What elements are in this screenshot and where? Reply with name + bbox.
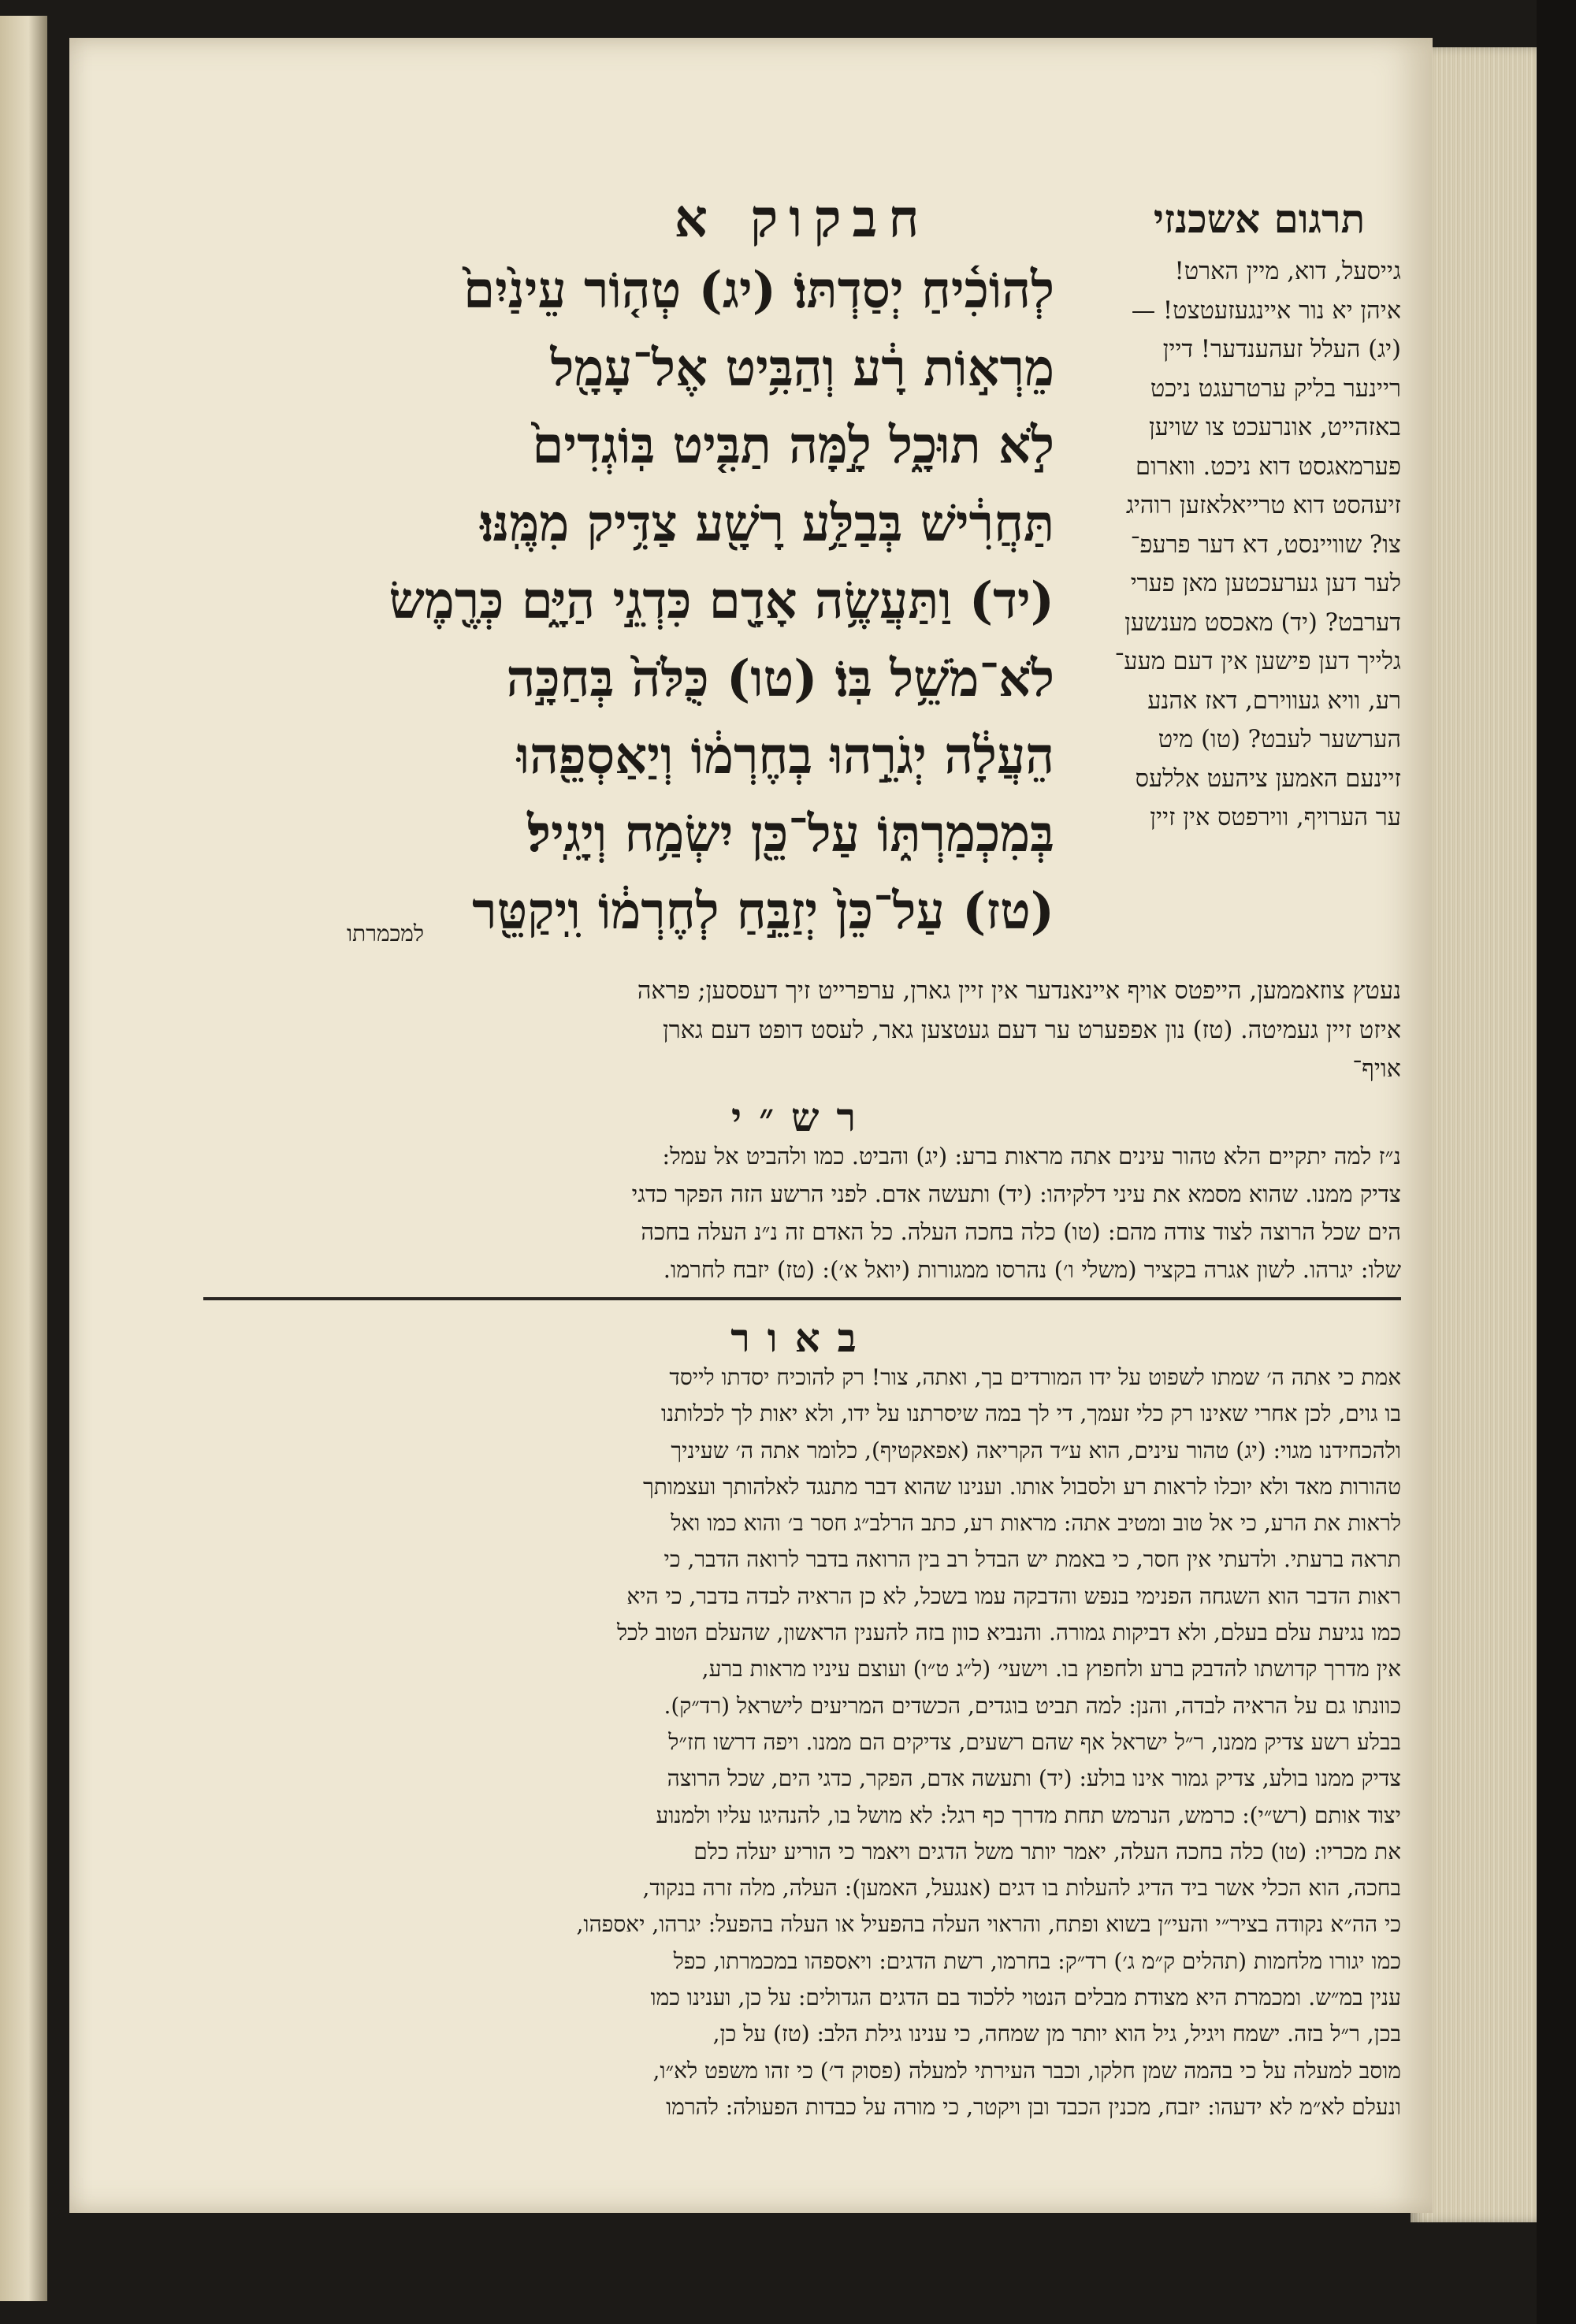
- biur-line: ענין במ״ש. ומכמרת היא מצודת מבלים הנטוי ללכוד בם הדגים הגדולים: על כן, וענינו כמו: [650, 1984, 1401, 2011]
- biur-line: אמת כי אתה ה׳ שמתו לשפוט על ידו המורדים בך, ואתה, צור! רק להוכיח יסדתו לייסד: [669, 1364, 1401, 1390]
- biur-line: בכן, ר״ל בזה. ישמח ויגיל, גיל הוא יותר מן שמחה, כי ענינו גילת הלב: (טז) על כן,: [712, 2021, 1401, 2047]
- section-divider: [203, 1297, 1401, 1300]
- targum-line: זיינעם האמען ציהעט אללעס: [1135, 764, 1401, 793]
- biur-line: בו גוים, לכן אחרי שאינו רק כלי זעמך, די לך במה שיסרתנו על ידו, ולא יאות לך לכלותנו: [660, 1400, 1401, 1427]
- targum-line: רע, וויא געווירם, דאז אהנע: [1147, 686, 1401, 715]
- left-page-edge: [0, 16, 47, 2301]
- biur-heading: באור: [730, 1314, 874, 1361]
- biblical-text: [172, 252, 1054, 951]
- biur-commentary: [203, 1359, 1401, 2125]
- biur-line: אין מדרך קדושתו להדבק ברע ולחפוץ בו. וישעי׳ (ל״ג ט״ו) ועוצם עיניו מראות ברע,: [701, 1656, 1401, 1683]
- chapter-number: א: [674, 188, 719, 249]
- biur-line: לראות את הרע, כי אל טוב ומטיב אתה: מראות רע, כתב הרלב״ג חסר ב׳ והוא כמו ואל: [671, 1510, 1401, 1537]
- verse-line: הֵעֲלָ֔ה יְגֹרֵ֣הוּ בְחֶרְמ֔וֹ וְיַאַסְפֵ֖הוּ: [516, 727, 1054, 786]
- verse-line: מֵרְא֣וֹת רָ֔ע וְהַבִּ֥יט אֶל־עָמָ֖ל: [550, 338, 1054, 398]
- biur-line: כוונתו גם על הראיה לבדה, והנן: למה תביט בוגדים, הכשדים המריעים לישראל (רד״ק).: [663, 1692, 1401, 1719]
- biur-line: בבלע רשע צדיק ממנו, ר״ל ישראל אף שהם רשעים, צדיקים הם ממנו. ויפה דרשו חז״ל: [668, 1728, 1401, 1755]
- rashi-commentary: [203, 1137, 1401, 1288]
- biur-line: מוסב למעלה על כי בהמה שמן חלקו, וכבר העירתי למעלה (פסוק ד׳) כי זהו משפט לא״ו,: [652, 2057, 1401, 2084]
- targum-line: דערבט? (יד) מאכסט מענשען: [1124, 608, 1401, 637]
- biur-line: צדיק ממנו בולע, צדיק גמור אינו בולע: (יד) ותעשה אדם, הפקר, כדגי הים, שכל הרוצה: [667, 1765, 1401, 1792]
- targum-line: (יג) העלל זעהענדער! דיין: [1162, 336, 1401, 363]
- targum-line: לער דען גערעכטען מאן פערי: [1130, 570, 1401, 597]
- background-edge: [1537, 0, 1576, 2324]
- verse-line: (טז) עַל־כֵּן֙ יְזַבֵּ֣חַ לְחֶרְמ֔וֹ וִֽיקַטֵּ֖ר: [472, 882, 1054, 941]
- targum-line: זיעהסט דוא טרייאלאזען רוהיג: [1125, 492, 1401, 519]
- targum-line: הערשער לעבט? (טו) מיט: [1158, 726, 1401, 753]
- verse-line: (יד) וַתַּעֲשֶׂ֥ה אָדָ֖ם כִּדְגֵ֣י הַיָּ֑ם כְּרֶ֖מֶשׂ: [388, 571, 1054, 630]
- verse-line: לֹ֣א תוּכָ֑ל לָ֣מָּה תַבִּ֤יט בּֽוֹגְדִים֙: [532, 416, 1054, 475]
- verse-line: בְּמִכְמַרְתּ֑וֹ עַל־כֵּ֖ן יִשְׂמַ֥ח וְיָגִֽיל׃: [527, 804, 1054, 864]
- targum-line: איהן יא נור איינגעזעטצט! —: [1131, 296, 1401, 325]
- book-page: [69, 38, 1433, 2213]
- biur-line: יצוד אותם (רש״י): כרמש, הנרמש תחת מדרך כף רגל: לא מושל בו, להנהיגו עליו ולמנוע: [656, 1802, 1401, 1828]
- targum-wide-line: איזט זיין געמיטה. (טז) נון אפפערט ער דעם געטצען גאר, לעסט דופט דעם גארן: [662, 1016, 1401, 1044]
- biur-line: כי הה״א נקודה בציר״י והעי״ן בשוא ופתח, והראוי העלה בהפעיל או העלה בהפעל: יגרהו, יאספהו,: [576, 1911, 1401, 1938]
- targum-line: ער הערויף, ווירפטס אין זיין: [1150, 804, 1401, 831]
- targum-wide-line: אויף־: [1352, 1055, 1401, 1083]
- verse-line: לֹא־מֹשֵׁ֥ל בּֽוֹ׃ (טו) כֻּלֹּה֙ בְּחַכָּ֣ה: [506, 649, 1054, 708]
- biur-line: את מכריו: (טו) כלה בחכה העלה, יאמר יותר משל הדגים ויאמר כי הוריע יעלה כלם: [693, 1838, 1401, 1865]
- biur-line: ונעלם לא״מ לא ידעהו: יזבח, מכנין הכבד ובן ויקטר, כי מורה על כבדות הפעולה: להרמו: [666, 2093, 1401, 2120]
- biur-line: תראה ברעתי. ולדעתי אין חסר, כי באמת יש הבדל רב בין הרואה בדבר לרואה הדבר, כי: [663, 1546, 1401, 1573]
- biur-line: ולהכחידנו מגוי: (יג) טהור עינים, הוא ע״ד הקריאה (אפאקטיף), כלומר אתה ה׳ שעיניך: [671, 1437, 1401, 1463]
- biur-line: ראות הדבר הוא השגחה הפנימי בנפש והדבקה עמו בשכל, לא כן הראיה לבדה בדבר, כי היא: [626, 1582, 1401, 1609]
- rashi-line: נ״ז למה יתקיים הלא טהור עינים אתה מראות ברע: (יג) והביט. כמו ולהביט אל עמל:: [662, 1143, 1401, 1169]
- targum-line: צו? שוויינסט, דא דער פרעפ־: [1130, 530, 1401, 559]
- targum-header: תרגום אשכנזי: [1153, 195, 1366, 242]
- targum-line: ריינער בליק ערטרעגט ניכט: [1150, 374, 1401, 403]
- book-title: חבקוק: [749, 188, 931, 249]
- catchword: למכמרתו: [347, 920, 424, 946]
- biur-line: כמו נגיעת עלם בעלם, ולא דביקות גמורה. והנביא כוון בזה להענין הראשון, שהעלם הטוב לכל: [616, 1619, 1401, 1646]
- verse-line: תַּחֲרִ֔ישׁ בְּבַלַּ֥ע רָשָׁ֖ע צַדִּ֥יק מִמֶּֽנּוּ׃: [480, 493, 1054, 553]
- rashi-line: שלו: יגרהו. לשון אגרה בקציר (משלי ו׳) נהרסו ממגורות (יואל א׳): (טז) יזבח לחרמו.: [663, 1256, 1401, 1283]
- book-header: [519, 188, 1086, 250]
- targum-line: באזהייט, אונרעכט צו שויען: [1148, 414, 1401, 441]
- targum-line: פערמאגסט דוא ניכט. ווארום: [1136, 452, 1401, 481]
- rashi-line: הים שכל הרוצה לצוד צודה מהם: (טו) כלה בחכה העלה. כל האדם זה נ״נ העלה בחכה: [641, 1218, 1401, 1245]
- biur-line: בחכה, הוא הכלי אשר ביד הדיג להעלות בו דגים (אנגעל, האמען): העלה, מלה זרה בנקוד,: [642, 1875, 1401, 1902]
- rashi-line: צדיק ממנו. שהוא מסמא את עיני דלקיהו: (יד) ותעשה אדם. לפני הרשע הזה הפקר כדגי: [631, 1181, 1401, 1207]
- biur-line: טהורות מאד ולא יוכלו לראות רע ולסבול אותו. וענינו שהוא דבר מתנגד לאלהותך ועצמותך: [642, 1473, 1401, 1500]
- targum-column: [1070, 252, 1401, 838]
- targum-wide-line: נעטץ צוזאממען, הייפטס אויף איינאנדער אין זיין גארן, ערפרייט זיך דעססען; פראה: [637, 977, 1401, 1005]
- biur-line: כמו יגורו מלחמות (תהלים ק״מ ג׳) רד״ק: בחרמו, רשת הדגים: ויאספהו במכמרתו, כפל: [673, 1947, 1401, 1974]
- targum-line: גלייך דען פישען אין דעם מעע־: [1114, 648, 1401, 675]
- targum-line: גייסעל, דוא, מיין הארט!: [1174, 258, 1401, 285]
- rashi-heading: רש״י: [730, 1094, 874, 1140]
- targum-continuation: [203, 972, 1401, 1089]
- verse-line: לְהוֹכִ֫יחַ יְסַדְתּוֹ׃ (יג) טְה֤וֹר עֵינַ֙יִם֙: [463, 261, 1054, 320]
